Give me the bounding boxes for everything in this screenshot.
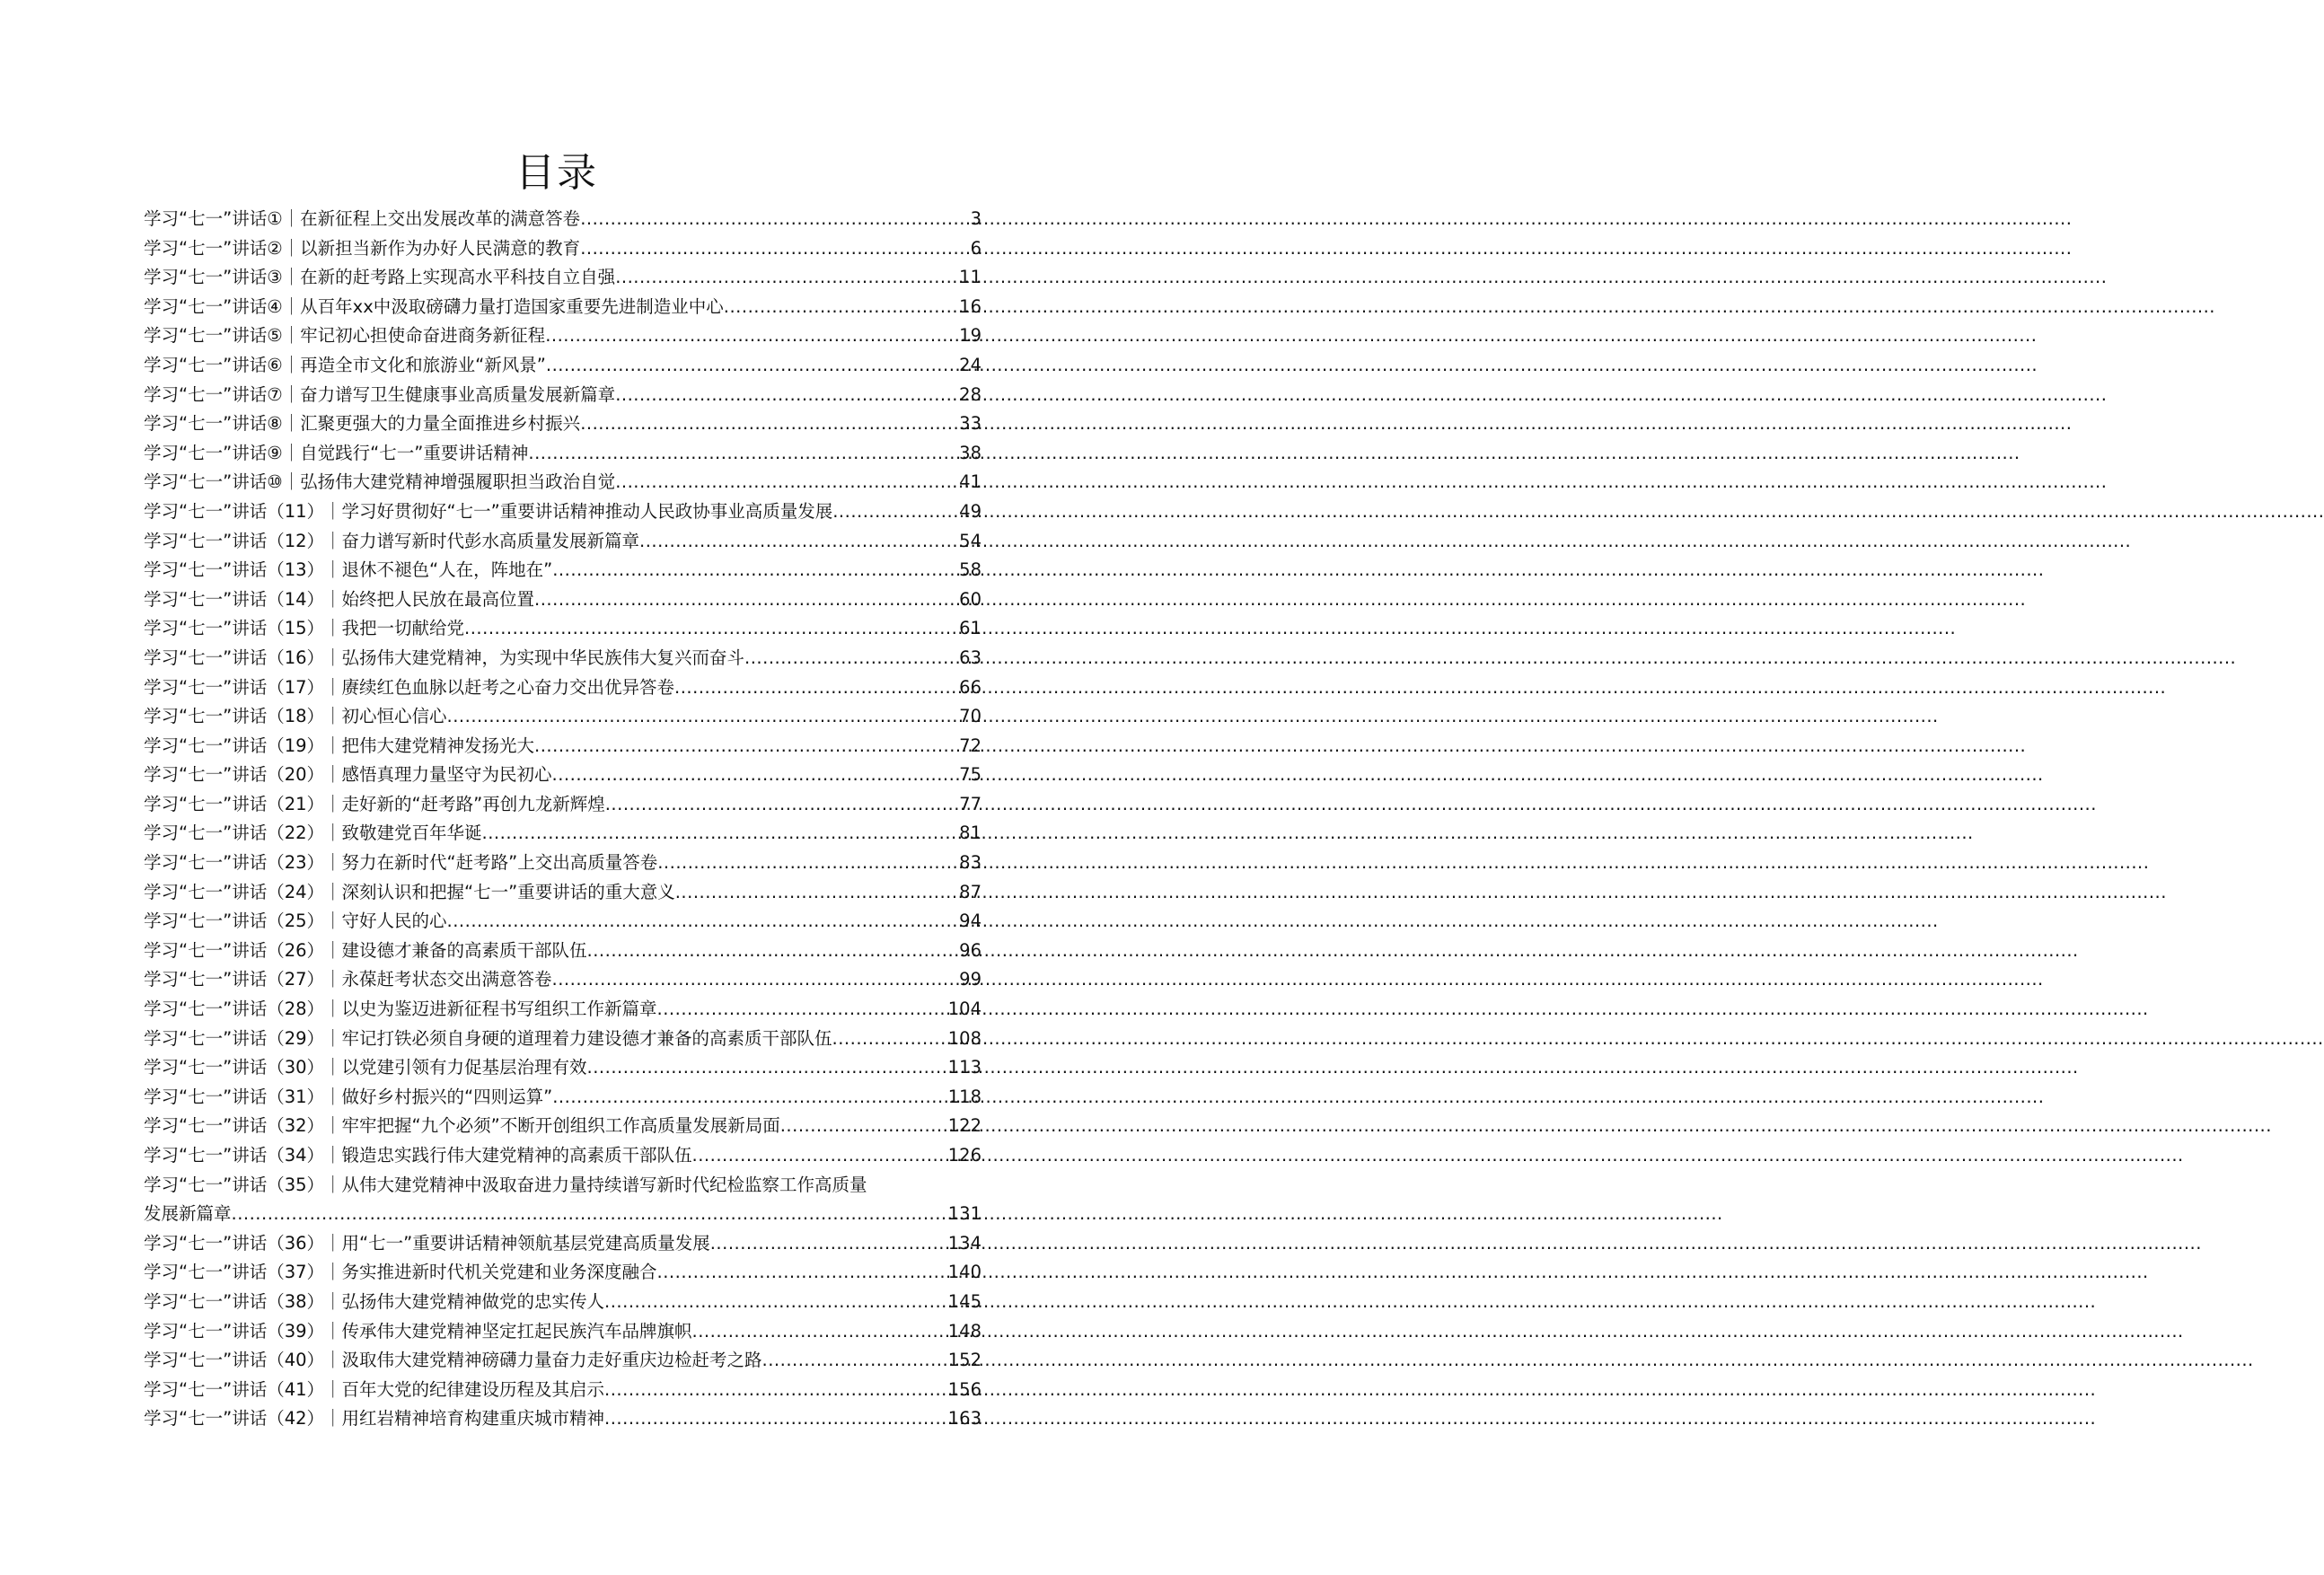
dot-leader — [580, 409, 959, 439]
toc-page-number: 145 — [947, 1290, 982, 1312]
toc-entry[interactable] — [144, 644, 982, 673]
toc-entry[interactable] — [144, 1404, 982, 1434]
toc-entry[interactable] — [144, 878, 982, 908]
dot-leader — [552, 965, 960, 995]
toc-entry-title: 学习“七一”讲话（14）｜始终把人民放在最高位置 — [144, 588, 535, 610]
dot-leader — [580, 205, 970, 234]
toc-entry-title: 学习“七一”讲话（27）｜永葆赶考状态交出满意答卷 — [144, 969, 552, 990]
dot-leader — [464, 614, 959, 644]
toc-entry[interactable] — [144, 409, 982, 439]
toc-entry[interactable] — [144, 614, 982, 644]
toc-entry-title: 学习“七一”讲话③｜在新的赶考路上实现高水平科技自立自强 — [144, 267, 616, 288]
dot-leader — [604, 1376, 948, 1405]
toc-entry[interactable] — [144, 937, 982, 966]
toc-entry-title: 学习“七一”讲话（37）｜务实推进新时代机关党建和业务深度融合 — [144, 1262, 657, 1283]
dot-leader — [744, 644, 959, 673]
dot-leader — [675, 878, 959, 908]
toc-page-number: 156 — [947, 1378, 982, 1400]
toc-page-number: 63 — [959, 647, 982, 668]
dot-leader — [232, 1200, 948, 1229]
toc-page-number: 108 — [947, 1027, 982, 1049]
toc-entry-title: 学习“七一”讲话（39）｜传承伟大建党精神坚定扛起民族汽车品牌旗帜 — [144, 1320, 692, 1342]
dot-leader — [604, 1404, 948, 1434]
toc-page-number: 66 — [959, 676, 982, 698]
toc-entry[interactable] — [144, 527, 982, 557]
dot-leader — [587, 1053, 948, 1083]
dot-leader — [546, 351, 959, 381]
toc-entry[interactable] — [144, 381, 982, 410]
page-title: 目录 — [515, 150, 598, 196]
toc-entry-title: 学习“七一”讲话（11）｜学习好贯彻好“七一”重要讲话精神推动人民政协事业高质量发展 — [144, 500, 833, 522]
toc-page-number: 38 — [959, 442, 982, 463]
toc-page-number: 87 — [959, 881, 982, 902]
toc-page-number: 96 — [959, 939, 982, 961]
toc-entry[interactable] — [144, 1317, 982, 1347]
toc-entry-title: 学习“七一”讲话（12）｜奋力谱写新时代彭水高质量发展新篇章 — [144, 530, 640, 551]
dot-leader — [832, 1025, 948, 1054]
dot-leader — [832, 497, 959, 527]
toc-entry[interactable] — [144, 761, 982, 790]
toc-page-number: 41 — [959, 471, 982, 493]
toc-entry-title: 学习“七一”讲话⑥｜再造全市文化和旅游业“新风景” — [144, 354, 546, 375]
toc-page-number: 148 — [947, 1320, 982, 1342]
toc-page-number: 99 — [959, 969, 982, 990]
dot-leader — [615, 468, 959, 497]
toc-entry[interactable] — [144, 1112, 982, 1141]
dot-leader — [780, 1112, 948, 1141]
toc-entry[interactable] — [144, 790, 982, 820]
dot-leader — [482, 819, 960, 849]
toc-entry-title: 学习“七一”讲话⑤｜牢记初心担使命奋进商务新征程 — [144, 325, 546, 347]
toc-page-number: 70 — [959, 706, 982, 727]
toc-entry[interactable] — [144, 1025, 982, 1054]
toc-page-number: 131 — [947, 1203, 982, 1225]
toc-entry-title: 学习“七一”讲话（28）｜以史为鉴迈进新征程书写组织工作新篇章 — [144, 999, 657, 1020]
toc-page-number: 16 — [959, 295, 982, 317]
toc-entry-title: 学习“七一”讲话⑦｜奋力谱写卫生健康事业高质量发展新篇章 — [144, 383, 616, 405]
toc-entry-title: 学习“七一”讲话（31）｜做好乡村振兴的“四则运算” — [144, 1086, 553, 1107]
toc-page-number: 54 — [959, 530, 982, 551]
toc-entry-title: 学习“七一”讲话（17）｜赓续红色血脉以赶考之心奋力交出优异答卷 — [144, 676, 675, 698]
toc-page-number: 152 — [947, 1350, 982, 1371]
toc-entry-title: 学习“七一”讲话⑧｜汇聚更强大的力量全面推进乡村振兴 — [144, 413, 581, 435]
toc-page-number: 134 — [947, 1232, 982, 1254]
toc-entry[interactable] — [144, 849, 982, 878]
toc-entry[interactable] — [144, 1229, 982, 1259]
dot-leader — [605, 790, 959, 820]
toc-entry-title: 学习“七一”讲话（16）｜弘扬伟大建党精神，为实现中华民族伟大复兴而奋斗 — [144, 647, 745, 668]
toc-entry[interactable] — [144, 1346, 982, 1376]
toc-entry-title: 学习“七一”讲话（36）｜用“七一”重要讲话精神领航基层党建高质量发展 — [144, 1232, 710, 1254]
toc-entry-title: 学习“七一”讲话（30）｜以党建引领有力促基层治理有效 — [144, 1057, 587, 1078]
toc-entry-title: 学习“七一”讲话（21）｜走好新的“赶考路”再创九龙新辉煌 — [144, 793, 605, 814]
toc-entry-title: 学习“七一”讲话（15）｜我把一切献给党 — [144, 618, 465, 639]
dot-leader — [552, 1083, 948, 1113]
toc-page-number: 163 — [947, 1408, 982, 1430]
toc-page-number: 6 — [970, 237, 982, 259]
dot-leader — [724, 293, 959, 322]
toc-page-number: 104 — [947, 999, 982, 1020]
toc-entry-title: 学习“七一”讲话（40）｜汲取伟大建党精神磅礴力量奋力走好重庆边检赶考之路 — [144, 1350, 762, 1371]
dot-leader — [692, 1141, 948, 1171]
toc-entry-title: 学习“七一”讲话（23）｜努力在新时代“赶考路”上交出高质量答卷 — [144, 852, 658, 874]
toc-entry[interactable] — [144, 497, 982, 527]
toc-entry[interactable] — [144, 1083, 982, 1113]
toc-page-number: 140 — [947, 1262, 982, 1283]
toc-entry-title: 学习“七一”讲话④｜从百年xx中汲取磅礴力量打造国家重要先进制造业中心 — [144, 295, 724, 317]
toc-entry-title: 学习“七一”讲话⑨｜自觉践行“七一”重要讲话精神 — [144, 442, 529, 463]
toc-entry-title: 学习“七一”讲话⑩｜弘扬伟大建党精神增强履职担当政治自觉 — [144, 471, 616, 493]
dot-leader — [639, 527, 959, 557]
toc-entry[interactable] — [144, 1288, 982, 1317]
toc-entry-title: 学习“七一”讲话（18）｜初心恒心信心 — [144, 706, 447, 727]
toc-entry-title: 学习“七一”讲话（19）｜把伟大建党精神发扬光大 — [144, 735, 535, 756]
dot-leader — [552, 761, 960, 790]
toc-entry-title: 学习“七一”讲话（35）｜从伟大建党精神中汲取奋进力量持续谱写新时代纪检监察工作高质量 — [144, 1174, 867, 1195]
toc-entry-title: 学习“七一”讲话（41）｜百年大党的纪律建设历程及其启示 — [144, 1378, 605, 1400]
dot-leader — [534, 732, 959, 761]
table-of-contents — [144, 205, 982, 1434]
toc-entry[interactable] — [144, 468, 982, 497]
dot-leader — [534, 585, 959, 615]
toc-entry[interactable] — [144, 321, 982, 351]
dot-leader — [762, 1346, 948, 1376]
toc-page-number: 83 — [959, 852, 982, 874]
toc-entry[interactable] — [144, 673, 982, 703]
toc-entry-title: 学习“七一”讲话（20）｜感悟真理力量坚守为民初心 — [144, 764, 552, 786]
toc-entry-title: 学习“七一”讲话（13）｜退休不褪色“人在，阵地在” — [144, 559, 553, 581]
dot-leader — [674, 673, 959, 703]
dot-leader — [710, 1229, 948, 1259]
toc-entry[interactable] — [144, 205, 982, 234]
toc-entry-title: 学习“七一”讲话（38）｜弘扬伟大建党精神做党的忠实传人 — [144, 1290, 605, 1312]
dot-leader — [615, 263, 959, 293]
toc-page-number: 11 — [959, 267, 982, 288]
toc-entry-title: 学习“七一”讲话（24）｜深刻认识和把握“七一”重要讲话的重大意义 — [144, 881, 675, 902]
toc-page-number: 75 — [959, 764, 982, 786]
toc-page-number: 94 — [959, 911, 982, 932]
dot-leader — [587, 937, 960, 966]
toc-entry-title: 学习“七一”讲话（42）｜用红岩精神培育构建重庆城市精神 — [144, 1408, 605, 1430]
toc-page-number: 33 — [959, 413, 982, 435]
toc-entry[interactable] — [144, 234, 982, 264]
dot-leader — [580, 234, 970, 264]
toc-page-number: 58 — [959, 559, 982, 581]
dot-leader — [552, 556, 959, 585]
toc-entry[interactable] — [144, 995, 982, 1025]
toc-entry[interactable] — [144, 1171, 982, 1229]
toc-entry[interactable] — [144, 965, 982, 995]
dot-leader — [657, 995, 948, 1025]
dot-leader — [604, 1288, 948, 1317]
toc-entry[interactable] — [144, 263, 982, 293]
toc-page-number: 3 — [970, 208, 982, 229]
toc-page-number: 122 — [947, 1115, 982, 1137]
dot-leader — [692, 1317, 948, 1347]
toc-page-number: 77 — [959, 793, 982, 814]
toc-entry[interactable] — [144, 1141, 982, 1171]
toc-entry[interactable] — [144, 819, 982, 849]
toc-page-number: 49 — [959, 500, 982, 522]
dot-leader — [447, 702, 960, 732]
toc-entry-title: 学习“七一”讲话（32）｜牢牢把握“九个必须”不断开创组织工作高质量发展新局面 — [144, 1115, 780, 1137]
toc-page-number: 19 — [959, 325, 982, 347]
toc-entry-title: 学习“七一”讲话（22）｜致敬建党百年华诞 — [144, 823, 482, 844]
toc-entry[interactable] — [144, 585, 982, 615]
toc-entry-title: 学习“七一”讲话（26）｜建设德才兼备的高素质干部队伍 — [144, 939, 587, 961]
toc-entry[interactable] — [144, 293, 982, 322]
toc-entry-title: 学习“七一”讲话（25）｜守好人民的心 — [144, 911, 447, 932]
toc-page-number: 28 — [959, 383, 982, 405]
toc-entry-title: 学习“七一”讲话②｜以新担当新作为办好人民满意的教育 — [144, 237, 581, 259]
toc-entry-title-continued: 发展新篇章 — [144, 1203, 232, 1225]
dot-leader — [657, 1258, 948, 1288]
toc-page-number: 118 — [947, 1086, 982, 1107]
toc-entry[interactable] — [144, 702, 982, 732]
toc-entry-title: 学习“七一”讲话（34）｜锻造忠实践行伟大建党精神的高素质干部队伍 — [144, 1145, 692, 1166]
toc-page-number: 61 — [959, 618, 982, 639]
toc-page-number: 81 — [959, 823, 982, 844]
toc-page-number: 24 — [959, 354, 982, 375]
toc-entry[interactable] — [144, 439, 982, 469]
toc-entry[interactable] — [144, 1376, 982, 1405]
toc-entry-title: 学习“七一”讲话①｜在新征程上交出发展改革的满意答卷 — [144, 208, 581, 229]
dot-leader — [615, 381, 959, 410]
toc-entry[interactable] — [144, 351, 982, 381]
toc-entry[interactable] — [144, 732, 982, 761]
toc-entry[interactable] — [144, 1053, 982, 1083]
toc-entry[interactable] — [144, 1258, 982, 1288]
toc-page-number: 72 — [959, 735, 982, 756]
toc-entry[interactable] — [144, 556, 982, 585]
toc-entry[interactable] — [144, 907, 982, 937]
dot-leader — [657, 849, 959, 878]
dot-leader — [545, 321, 959, 351]
toc-page-number: 60 — [959, 588, 982, 610]
toc-entry-title: 学习“七一”讲话（29）｜牢记打铁必须自身硬的道理着力建设德才兼备的高素质干部队伍 — [144, 1027, 832, 1049]
dot-leader — [447, 907, 960, 937]
toc-page-number: 113 — [947, 1057, 982, 1078]
toc-page-number: 126 — [947, 1145, 982, 1166]
dot-leader — [528, 439, 959, 469]
